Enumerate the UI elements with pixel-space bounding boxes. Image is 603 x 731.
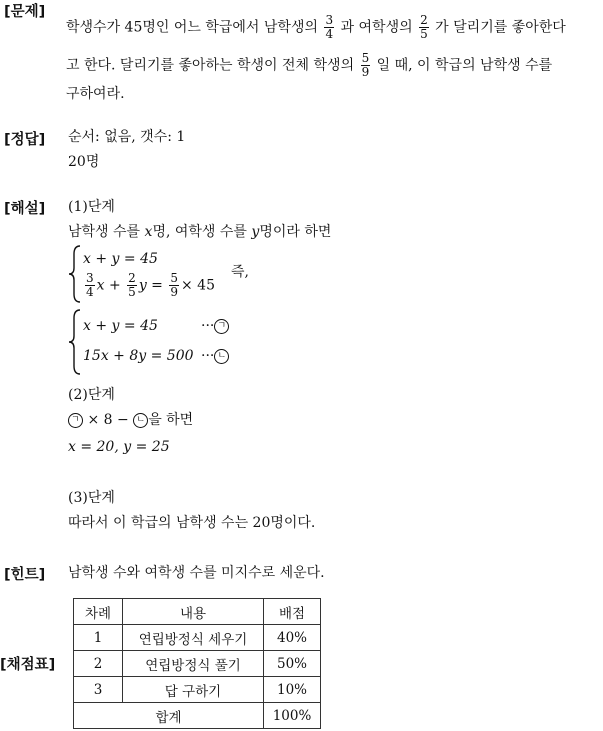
step-3-heading: (3)단계 bbox=[68, 490, 115, 506]
table-cell: 답 구하기 bbox=[123, 677, 264, 703]
so-text: 즉, bbox=[231, 264, 249, 280]
table-header-row bbox=[74, 599, 321, 625]
system-1-brace bbox=[68, 244, 82, 304]
table-row bbox=[74, 651, 321, 677]
system-2-eq-1: x + y = 45 bbox=[83, 318, 158, 334]
grading-table bbox=[73, 598, 321, 729]
table-cell: 연립방정식 풀기 bbox=[123, 651, 264, 677]
answer-label: [정답] bbox=[4, 132, 46, 148]
circled-2-icon: ㄴ bbox=[214, 349, 229, 364]
table-cell: 40% bbox=[264, 625, 321, 651]
table-cell: 2 bbox=[74, 651, 123, 677]
table-row bbox=[74, 677, 321, 703]
table-total-row bbox=[74, 703, 321, 729]
fraction-2-5: $\frac{2}{5}$ bbox=[420, 13, 428, 41]
header-order: 차례 bbox=[74, 599, 123, 625]
step-2-heading: (2)단계 bbox=[68, 387, 115, 403]
answer-line-2: 20명 bbox=[68, 154, 100, 170]
conclusion: 따라서 이 학급의 남학생 수는 20명이다. bbox=[68, 515, 316, 531]
solution-label: [해설] bbox=[4, 201, 46, 217]
circled-2-icon: ㄴ bbox=[133, 413, 148, 428]
circled-1-icon: ㄱ bbox=[68, 413, 83, 428]
hint-label: [힌트] bbox=[4, 567, 46, 583]
circled-1-icon: ㄱ bbox=[214, 319, 229, 334]
system-2-eq-1-mark: ··· ㄱ bbox=[201, 316, 229, 336]
system-2-eq-2-mark: ··· ㄴ bbox=[201, 346, 229, 366]
step-2-result: x = 20, y = 25 bbox=[68, 439, 170, 455]
problem-line-3: 구하여라. bbox=[66, 86, 125, 102]
table-cell: 50% bbox=[264, 651, 321, 677]
total-label: 합계 bbox=[74, 703, 264, 729]
system-2-brace bbox=[68, 308, 82, 376]
answer-line-1: 순서: 없음, 갯수: 1 bbox=[68, 129, 186, 145]
fraction-5-9: $\frac{5}{9}$ bbox=[361, 51, 370, 79]
header-content: 내용 bbox=[123, 599, 264, 625]
table-cell: 10% bbox=[264, 677, 321, 703]
header-score: 배점 bbox=[264, 599, 321, 625]
step-2-operation: ㄱ × 8 − ㄴ 을 하면 bbox=[68, 410, 193, 430]
step-1-heading: (1)단계 bbox=[68, 199, 115, 215]
system-1-eq-1: x + y = 45 bbox=[83, 251, 158, 267]
table-cell: 1 bbox=[74, 625, 123, 651]
grading-label: [채점표] bbox=[0, 657, 56, 673]
hint-text: 남학생 수와 여학생 수를 미지수로 세운다. bbox=[68, 565, 325, 581]
problem-label: [문제] bbox=[4, 4, 46, 20]
total-value: 100% bbox=[264, 703, 321, 729]
table-cell: 3 bbox=[74, 677, 123, 703]
problem-line-2: 고 한다. 달리기를 좋아하는 학생이 전체 학생의 $\frac{5}{9}$ 일 때, 이 학급의 남학생 수를 bbox=[66, 51, 553, 79]
solution-intro: 남학생 수를 x명, 여학생 수를 y명이라 하면 bbox=[68, 224, 332, 240]
problem-line-1: 학생수가 45명인 어느 학급에서 남학생의 $\frac{3}{4}$ 과 여학생의 $\frac{2}{5}$ 가 달리기를 좋아한다 bbox=[66, 13, 566, 41]
system-1-eq-2: $\frac{3}{4}$ x + $\frac{2}{5}$ y = $\frac{5}{9}$ × 45 bbox=[86, 271, 215, 299]
table-row bbox=[74, 625, 321, 651]
table-cell: 연립방정식 세우기 bbox=[123, 625, 264, 651]
fraction-3-4: $\frac{3}{4}$ bbox=[325, 13, 334, 41]
system-2-eq-2: 15x + 8y = 500 bbox=[83, 348, 194, 364]
